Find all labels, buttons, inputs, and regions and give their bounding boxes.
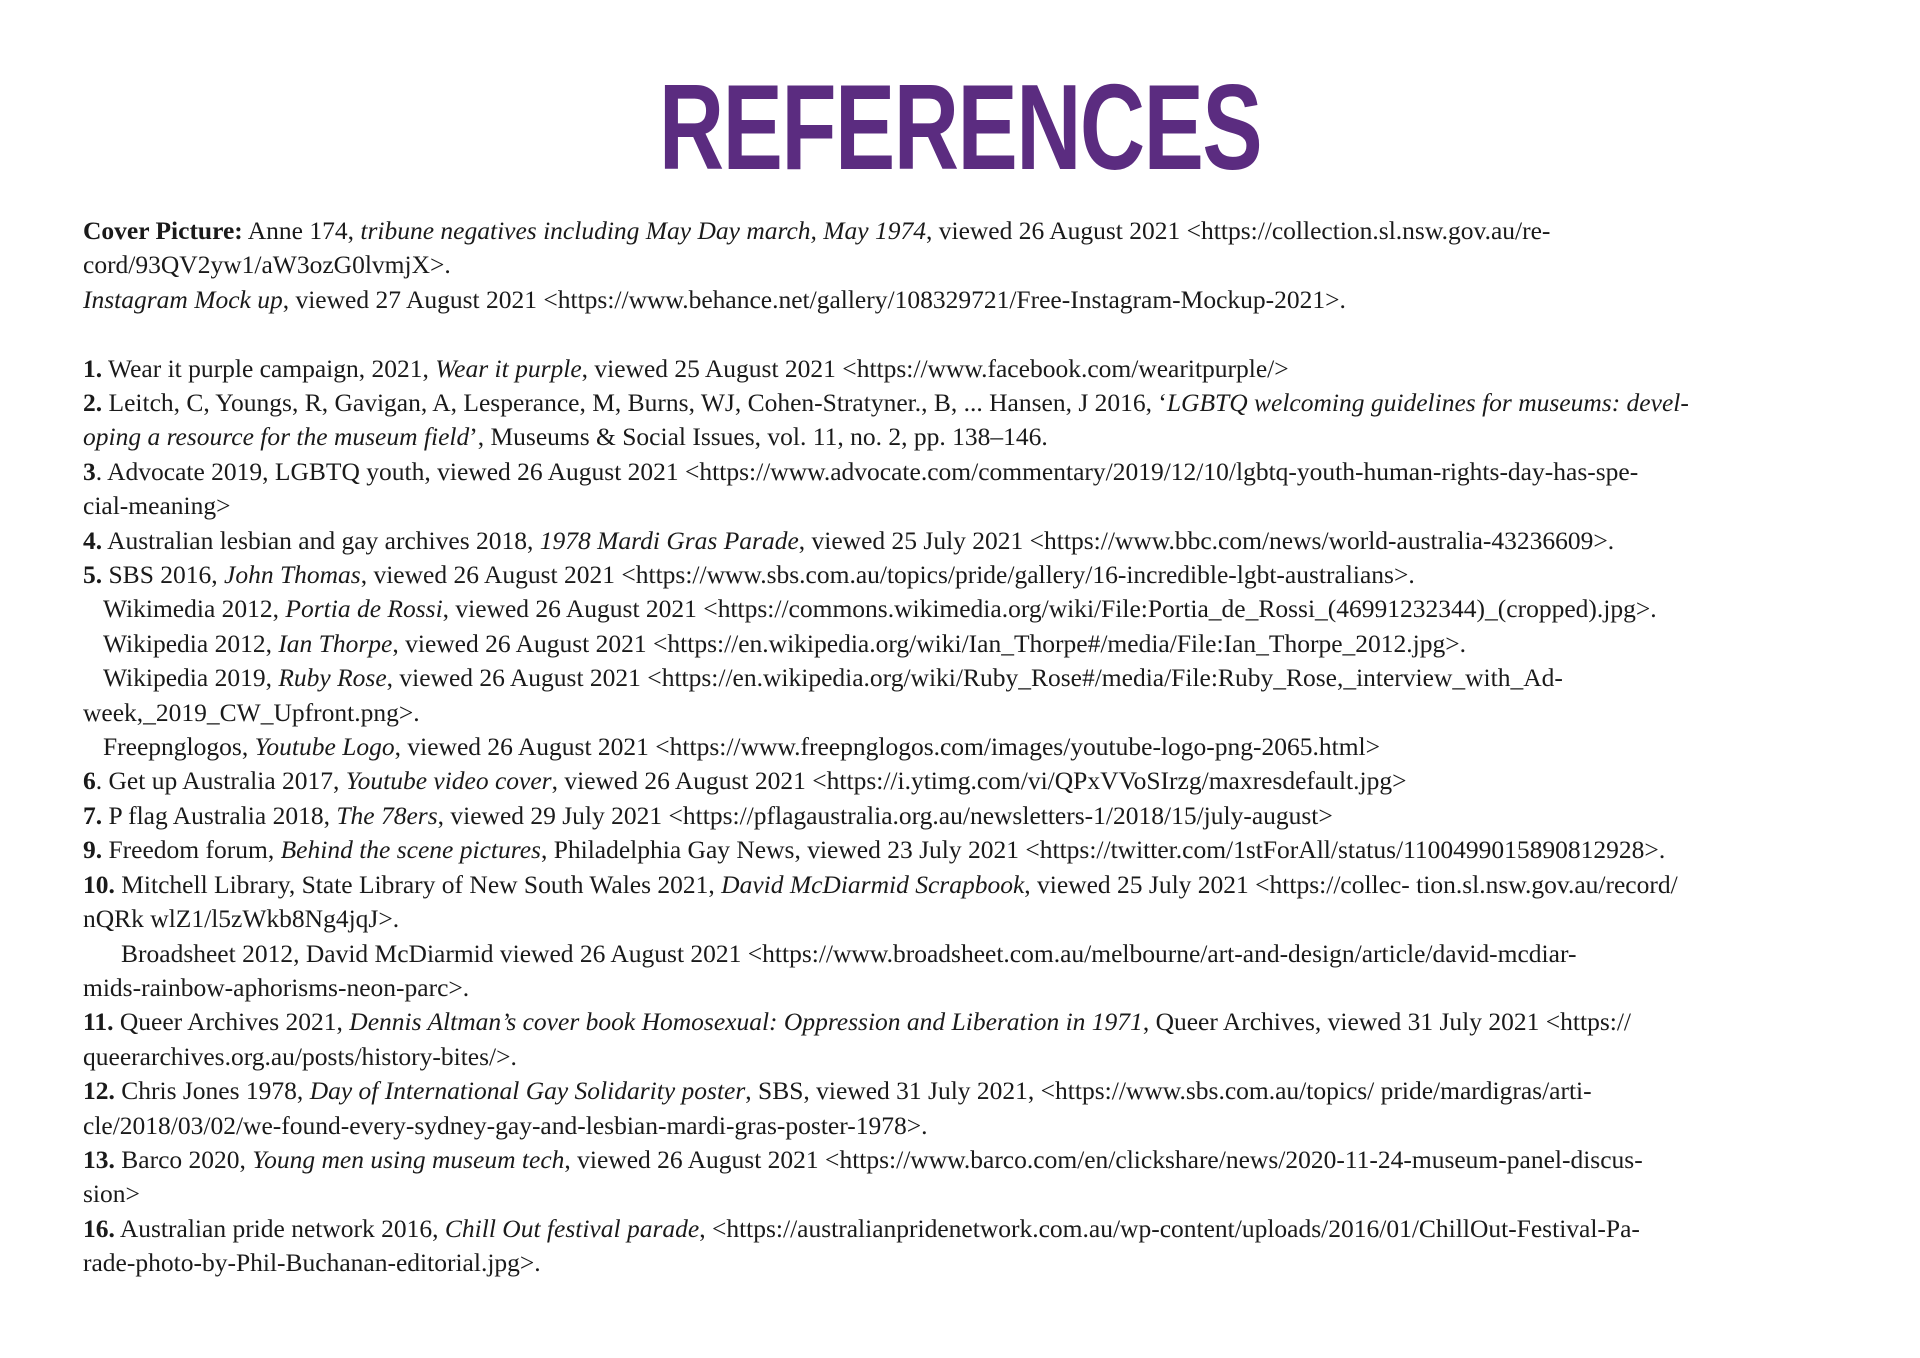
reference-title: Youtube video cover bbox=[345, 766, 552, 796]
reference-text: , viewed 26 August 2021 <https://collection.sl.nsw.gov.au/re- bbox=[925, 216, 1551, 245]
reference-text: Broadsheet 2012, David McDiarmid viewed 26 August 2021 <https://www.broadsheet.com.au/melbourne/art-and-design/article/david-mcdiar- bbox=[121, 938, 1577, 968]
reference-title: Chill Out festival parade bbox=[444, 1213, 700, 1243]
reference-title: Wear it purple bbox=[435, 353, 582, 383]
reference-text: , Queer Archives, viewed 31 July 2021 <https:// bbox=[1142, 1007, 1631, 1037]
reference-line bbox=[83, 214, 1843, 248]
reference-text: week,_2019_CW_Upfront.png>. bbox=[83, 697, 420, 727]
reference-line bbox=[83, 1246, 1843, 1280]
reference-text: , viewed 25 July 2021 <https://www.bbc.com/news/world-australia-43236609>. bbox=[798, 525, 1615, 555]
reference-number: 5. bbox=[83, 560, 103, 590]
reference-text: sion> bbox=[83, 1179, 140, 1209]
reference-text: , viewed 26 August 2021 <https://commons.wikimedia.org/wiki/File:Portia_de_Rossi_(46991232344)_(cropped).jpg>. bbox=[442, 594, 1657, 624]
reference-text: Wear it purple campaign, 2021, bbox=[108, 353, 436, 383]
reference-text: , SBS, viewed 31 July 2021, <https://www.sbs.com.au/topics/ pride/mardigras/arti- bbox=[745, 1076, 1592, 1106]
reference-line bbox=[83, 661, 1843, 695]
reference-text: Queer Archives 2021, bbox=[119, 1007, 350, 1037]
reference-text: rade-photo-by-Phil-Buchanan-editorial.jpg>. bbox=[83, 1248, 541, 1278]
reference-line bbox=[83, 524, 1843, 558]
reference-title: tribune negatives including May Day march, May 1974 bbox=[360, 216, 926, 245]
reference-title: Ruby Rose bbox=[278, 663, 387, 693]
reference-title: Young men using museum tech bbox=[252, 1144, 565, 1174]
reference-number: 11. bbox=[83, 1007, 114, 1037]
reference-line bbox=[83, 455, 1843, 489]
reference-line bbox=[83, 1109, 1843, 1143]
reference-number: 1. bbox=[83, 353, 103, 383]
reference-text: . Advocate 2019, LGBTQ youth, viewed 26 August 2021 <https://www.advocate.com/commentary/2019/12/10/lgbtq-youth-human-rights-day-has-spe- bbox=[95, 456, 1639, 486]
reference-text: Wikimedia 2012, bbox=[103, 594, 286, 624]
reference-text: , Philadelphia Gay News, viewed 23 July 2021 <https://twitter.com/1stForAll/status/1100499015890812928>. bbox=[540, 835, 1666, 865]
reference-text: , viewed 25 July 2021 <https://collec- tion.sl.nsw.gov.au/record/ bbox=[1024, 869, 1678, 899]
reference-line bbox=[83, 764, 1843, 798]
reference-text: , viewed 26 August 2021 <https://en.wikipedia.org/wiki/Ruby_Rose#/media/File:Ruby_Rose,_interview_with_Ad- bbox=[386, 663, 1563, 693]
reference-number: 2. bbox=[83, 388, 103, 418]
blank-line bbox=[83, 317, 1843, 351]
reference-text: cord/93QV2yw1/aW3ozG0lvmjX>. bbox=[83, 250, 451, 280]
reference-list bbox=[83, 214, 1843, 1281]
reference-text: Leitch, C, Youngs, R, Gavigan, A, Lesperance, M, Burns, WJ, Cohen-Stratyner., B, ... Hansen, J 2016, ‘ bbox=[108, 388, 1167, 418]
reference-line bbox=[83, 868, 1843, 902]
reference-number: 9. bbox=[83, 835, 103, 865]
reference-text: , viewed 27 August 2021 <https://www.behance.net/gallery/108329721/Free-Instagram-Mockup-2021>. bbox=[282, 284, 1346, 314]
reference-text: , viewed 25 August 2021 <https://www.facebook.com/wearitpurple/> bbox=[581, 353, 1289, 383]
reference-number: 4. bbox=[83, 525, 103, 555]
reference-line bbox=[83, 592, 1843, 626]
reference-line bbox=[83, 730, 1843, 764]
page-title: REFERENCES bbox=[658, 59, 1262, 195]
reference-line bbox=[83, 971, 1843, 1005]
reference-text: Wikipedia 2012, bbox=[103, 628, 279, 658]
reference-line bbox=[83, 420, 1843, 454]
reference-text: Wikipedia 2019, bbox=[103, 663, 279, 693]
reference-text: mids-rainbow-aphorisms-neon-parc>. bbox=[83, 972, 470, 1002]
reference-text: Australian pride network 2016, bbox=[119, 1213, 445, 1243]
reference-text: cle/2018/03/02/we-found-every-sydney-gay-and-lesbian-mardi-gras-poster-1978>. bbox=[83, 1110, 928, 1140]
reference-text: . Get up Australia 2017, bbox=[95, 766, 346, 796]
reference-title: Behind the scene pictures bbox=[280, 835, 541, 865]
reference-line bbox=[83, 937, 1843, 971]
reference-title: Portia de Rossi bbox=[285, 594, 443, 624]
reference-text: Freedom forum, bbox=[108, 835, 281, 865]
reference-line bbox=[83, 283, 1843, 317]
reference-number: 10. bbox=[83, 869, 115, 899]
reference-number: 12. bbox=[83, 1076, 115, 1106]
reference-line bbox=[83, 1040, 1843, 1074]
reference-text: , viewed 26 August 2021 <https://en.wikipedia.org/wiki/Ian_Thorpe#/media/File:Ian_Thorpe_2012.jpg>. bbox=[392, 628, 1466, 658]
reference-line bbox=[83, 1074, 1843, 1108]
reference-number: 6 bbox=[83, 766, 96, 796]
reference-title: Day of International Gay Solidarity poster bbox=[309, 1076, 746, 1106]
reference-line bbox=[83, 386, 1843, 420]
reference-text: Anne 174, bbox=[247, 216, 361, 245]
reference-number: 13. bbox=[83, 1144, 115, 1174]
reference-line bbox=[83, 833, 1843, 867]
reference-title: LGBTQ welcoming guidelines for museums: devel- bbox=[1166, 388, 1689, 418]
reference-text: SBS 2016, bbox=[108, 560, 224, 590]
reference-text: P flag Australia 2018, bbox=[108, 800, 337, 830]
reference-title: Dennis Altman’s cover book Homosexual: Oppression and Liberation in 1971 bbox=[349, 1007, 1143, 1037]
reference-line bbox=[83, 799, 1843, 833]
reference-line bbox=[83, 696, 1843, 730]
reference-title: Ian Thorpe bbox=[278, 628, 393, 658]
reference-text: , viewed 26 August 2021 <https://i.ytimg.com/vi/QPxVVoSIrzg/maxresdefault.jpg> bbox=[551, 766, 1407, 796]
reference-text: , viewed 26 August 2021 <https://www.barco.com/en/clickshare/news/2020-11-24-museum-panel-discus- bbox=[564, 1144, 1643, 1174]
reference-title: 1978 Mardi Gras Parade bbox=[539, 525, 799, 555]
reference-text: , viewed 26 August 2021 <https://www.sbs.com.au/topics/pride/gallery/16-incredible-lgbt-australians>. bbox=[360, 560, 1415, 590]
reference-line bbox=[83, 558, 1843, 592]
reference-text: Mitchell Library, State Library of New South Wales 2021, bbox=[121, 869, 722, 899]
reference-number: 3 bbox=[83, 456, 96, 486]
reference-text: ’, Museums & Social Issues, vol. 11, no. 2, pp. 138–146. bbox=[469, 422, 1048, 452]
reference-title: oping a resource for the museum field bbox=[83, 422, 470, 452]
reference-line bbox=[83, 1143, 1843, 1177]
reference-number: 7. bbox=[83, 800, 103, 830]
reference-text: cial-meaning> bbox=[83, 491, 231, 521]
reference-line bbox=[83, 248, 1843, 282]
reference-title: John Thomas bbox=[224, 560, 361, 590]
reference-text: , viewed 29 July 2021 <https://pflagaustralia.org.au/newsletters-1/2018/15/july-august> bbox=[437, 800, 1333, 830]
reference-line bbox=[83, 1177, 1843, 1211]
reference-text: Australian lesbian and gay archives 2018, bbox=[107, 525, 540, 555]
reference-text: Freepnglogos, bbox=[103, 732, 255, 762]
reference-line bbox=[83, 352, 1843, 386]
reference-title: The 78ers bbox=[336, 800, 438, 830]
reference-text: Barco 2020, bbox=[121, 1144, 253, 1174]
reference-number: 16. bbox=[83, 1213, 115, 1243]
reference-text: , <https://australianpridenetwork.com.au/wp-content/uploads/2016/01/ChillOut-Festival-Pa- bbox=[699, 1213, 1640, 1243]
reference-title: Youtube Logo bbox=[254, 732, 395, 762]
reference-line bbox=[83, 902, 1843, 936]
reference-text: Chris Jones 1978, bbox=[121, 1076, 310, 1106]
reference-title: David McDiarmid Scrapbook bbox=[721, 869, 1025, 899]
reference-number: Cover Picture: bbox=[83, 216, 243, 245]
reference-line bbox=[83, 1005, 1843, 1039]
reference-line bbox=[83, 1212, 1843, 1246]
reference-line bbox=[83, 627, 1843, 661]
reference-text: nQRk wlZ1/l5zWkb8Ng4jqJ>. bbox=[83, 904, 400, 934]
reference-text: , viewed 26 August 2021 <https://www.freepnglogos.com/images/youtube-logo-png-2065.html> bbox=[394, 732, 1381, 762]
reference-line bbox=[83, 489, 1843, 523]
reference-title: Instagram Mock up bbox=[83, 284, 283, 314]
reference-text: queerarchives.org.au/posts/history-bites/>. bbox=[83, 1041, 517, 1071]
